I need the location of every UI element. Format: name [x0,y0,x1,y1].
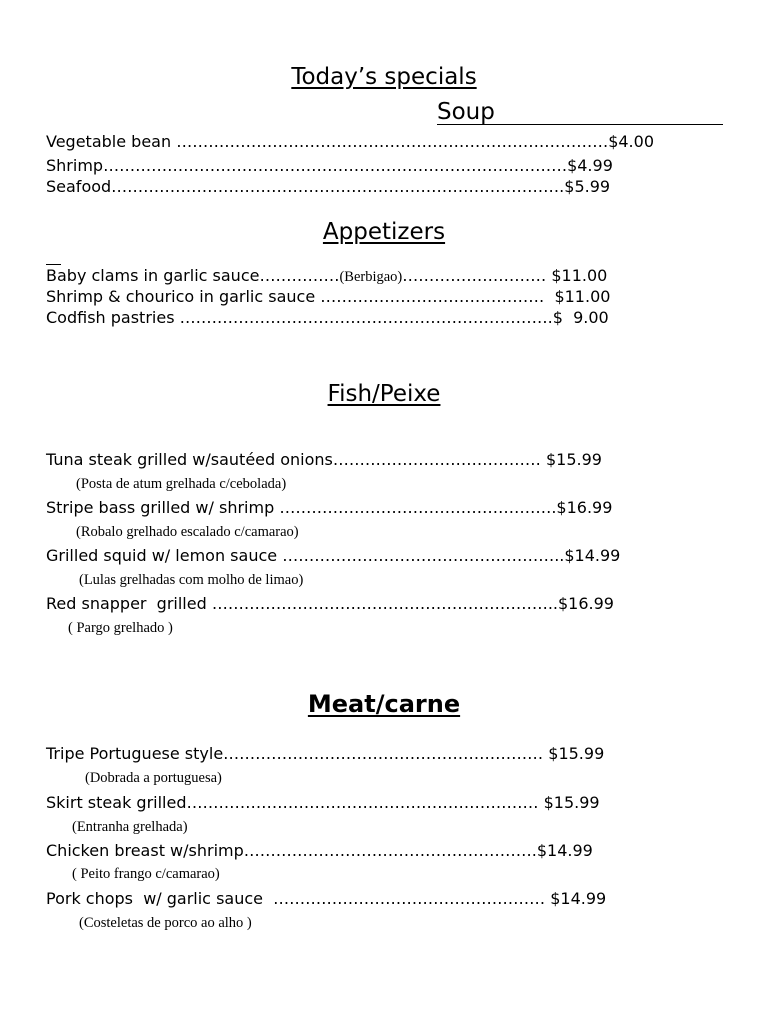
item-name: Shrimp [46,156,104,175]
item-dots: ………………………………… [332,450,546,469]
item-price: $ 9.00 [552,308,609,327]
item-price: $4.00 [608,132,654,151]
menu-item [46,266,607,287]
item-name: Codfish pastries [46,308,180,327]
soup-heading-underline [437,124,723,125]
item-alt-name: (Berbigao) [339,269,403,285]
item-translation: (Posta de atum grelhada c/cebolada) [76,476,287,492]
soup-heading: Soup [437,99,495,125]
item-price: $4.99 [567,156,613,175]
menu-item [46,594,614,614]
item-price: $16.99 [556,498,613,517]
appetizers-heading: Appetizers [322,219,446,245]
item-price: $11.00 [554,287,611,306]
menu-item [46,287,610,307]
item-name: Stripe bass grilled w/ shrimp [46,498,280,517]
menu-item [46,889,606,909]
item-price: $14.99 [536,841,593,860]
item-dots: …………… [259,266,340,285]
item-name: Skirt steak grilled [46,793,187,812]
item-dots: …………………………………………………… [223,744,549,763]
item-translation: (Lulas grelhadas com molho de limao) [79,572,304,588]
fish-heading: Fish/Peixe [327,381,441,407]
menu-item [46,450,602,470]
item-name: Red snapper grilled [46,594,212,613]
item-name: Seafood [46,177,112,196]
item-price: $16.99 [558,594,614,613]
item-translation: (Dobrada a portuguesa) [85,770,222,786]
menu-item [46,841,593,861]
item-dots: …………………………………………………………………………. [111,177,565,196]
item-price: $14.99 [564,546,621,565]
item-translation: ( Peito frango c/camarao) [72,866,220,882]
menu-item [46,308,609,328]
item-dots: …………………………………… [320,287,555,306]
item-name: Shrimp & chourico in garlic sauce [46,287,321,306]
item-price: $14.99 [550,889,607,908]
item-name: Tuna steak grilled w/sautéed onions [46,450,333,469]
item-dots: ……………………… [402,266,552,285]
item-price: $5.99 [564,177,611,196]
item-name: Vegetable bean [46,132,177,151]
item-name: Grilled squid w/ lemon sauce [46,546,283,565]
menu-item [46,156,613,176]
item-translation: (Entranha grelhada) [72,819,188,835]
item-dots: ……………………………………………. [279,498,557,517]
item-dots: ……………………………………………………………………… [176,132,609,151]
item-dots: …………………………………………………………………………… [103,156,568,175]
item-name: Tripe Portuguese style [46,744,224,763]
item-name: Baby clams in garlic sauce [46,266,260,285]
item-dots: ……………………………………………………………. [179,308,553,327]
item-dots: ………………………………………………. [243,841,537,860]
item-price: $15.99 [545,450,602,469]
item-translation: ( Pargo grelhado ) [68,620,173,636]
menu-item [46,744,604,764]
item-price: $15.99 [548,744,605,763]
item-dots: …………………………………………….. [282,546,565,565]
stray-dash [46,264,61,265]
item-translation: (Costeletas de porco ao alho ) [79,915,252,931]
item-dots: ………………………………………………………… [186,793,544,812]
menu-item [46,546,620,566]
item-translation: (Robalo grelhado escalado c/camarao) [76,524,299,540]
menu-item [46,132,654,152]
item-dots: …………………………………………… [273,889,551,908]
item-price: $15.99 [543,793,600,812]
item-name: Pork chops w/ garlic sauce [46,889,274,908]
page-title: Today’s specials [291,64,477,90]
menu-item [46,177,610,197]
item-price: $11.00 [551,266,608,285]
meat-heading: Meat/carne [307,690,461,718]
menu-item [46,498,612,518]
item-name: Chicken breast w/shrimp [46,841,244,860]
item-dots: ……………………………………………………….. [211,594,558,613]
menu-item [46,793,600,813]
